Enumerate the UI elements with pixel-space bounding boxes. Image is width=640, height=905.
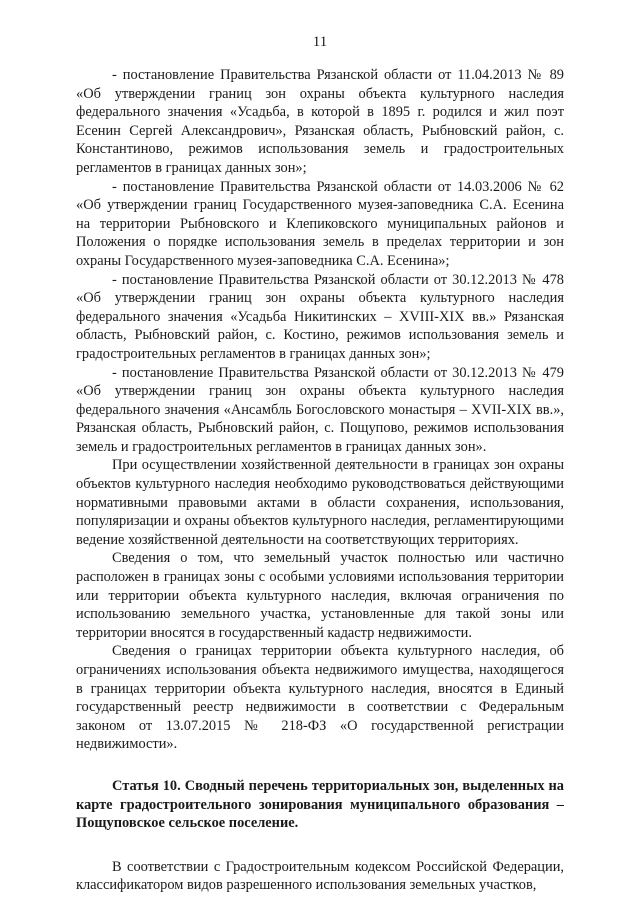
paragraph-resolution-479: - постановление Правительства Рязанской области от 30.12.2013 № 479 «Об утверждении границ зон охраны объекта культурного наследия федерального значения «Ансамбль Богословского монастыря – XVII-XIX вв.», Рязанская область, Рыбновский район, с. Пощупово, режимов использования земель и градостроительных регламентов в границах данных зон».	[76, 364, 564, 455]
paragraph-resolution-89: - постановление Правительства Рязанской области от 11.04.2013 № 89 «Об утверждении границ зон охраны объекта культурного наследия федерального значения «Усадьба, в которой в 1895 г. родился и жил поэт Есенин Сергей Александрович», Рязанская область, Рыбновский район, с. Константиново, режимов использования земель и градостроительных регламентов в границах данных зон»;	[76, 67, 564, 176]
article-10-heading: Статья 10. Сводный перечень территориальных зон, выделенных на карте градостроительного зонирования муниципального образования – Пощуповское сельское поселение.	[76, 777, 564, 832]
paragraph-economic-activity: При осуществлении хозяйственной деятельности в границах зон охраны объектов культурного наследия необходимо руководствоваться действующими нормативными правовыми актами в области сохранения, использования, популяризации и охраны объектов культурного наследия, регламентирующими ведение хозяйственной деятельности на соответствующих территориях.	[76, 457, 564, 548]
paragraph-registry-info: Сведения о границах территории объекта культурного наследия, об ограничениях использования объекта недвижимого имущества, находящегося в границах территории объекта культурного наследия, вносятся в Единый государственный реестр недвижимости в соответствии с Федеральным законом от 13.07.2015 № 218-ФЗ «О государственной регистрации недвижимости».	[76, 643, 564, 753]
page-number: 11	[312, 34, 328, 50]
article-10-body: В соответствии с Градостроительным кодексом Российской Федерации, классификатором видов разрешенного использования земельных участков,	[76, 858, 564, 894]
paragraph-resolution-62: - постановление Правительства Рязанской области от 14.03.2006 № 62 «Об утверждении границ Государственного музея-заповедника С.А. Есенина на территории Рыбновского и Клепиковского муниципальных районов и Положения о порядке использования земель в пределах территории и зон охраны Государственного музея-заповедника С.А. Есенина»;	[76, 178, 564, 269]
paragraph-cadastre-info: Сведения о том, что земельный участок полностью или частично расположен в границах зоны с особыми условиями использования территории или территории объекта культурного наследия, включая ограничения по использованию земельного участка, установленные для такой зоны или территории вносятся в государственный кадастр недвижимости.	[76, 550, 564, 641]
paragraph-resolution-478: - постановление Правительства Рязанской области от 30.12.2013 № 478 «Об утверждении границ зон охраны объекта культурного наследия федерального значения «Усадьба Никитинских – XVIII-XIX вв.» Рязанская область, Рыбновский район, с. Костино, режимов использования земель и градостроительных регламентов в границах данных зон»;	[76, 271, 564, 362]
document-body	[76, 66, 564, 895]
